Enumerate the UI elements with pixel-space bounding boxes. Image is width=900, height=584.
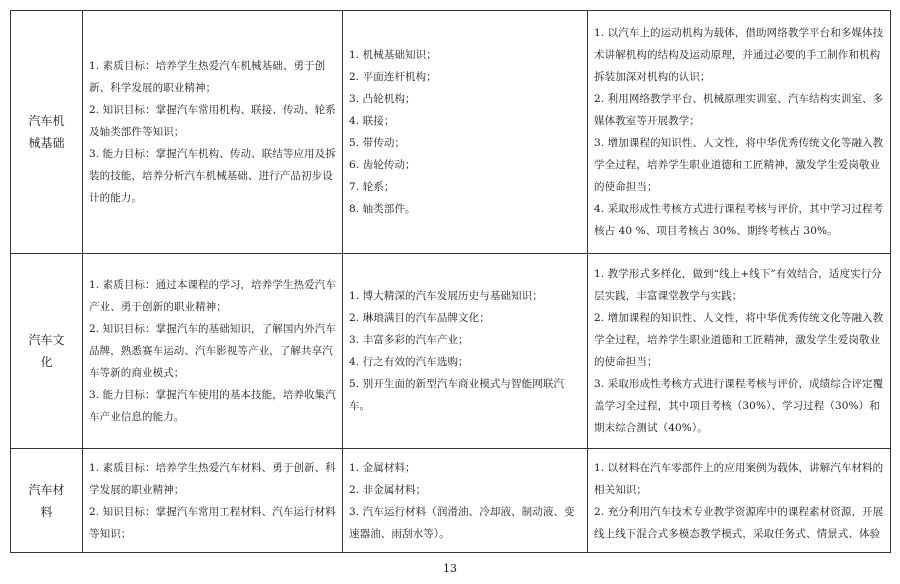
objectives-cell — [83, 449, 343, 553]
objective-item: 3. 能力目标：掌握汽车使用的基本技能，培养收集汽车产业信息的能力。 — [89, 389, 336, 423]
requirements-cell — [588, 11, 891, 254]
table-row — [11, 254, 891, 449]
page-number: 13 — [443, 562, 457, 575]
content-item: 1. 金属材料； — [349, 461, 416, 474]
content-item: 5. 带传动； — [349, 137, 406, 149]
requirement-item: 4. 采取形成性考核方式进行课程考核与评价，其中学习过程考核占 40 %、项目考核占 30%、期终考核占 30%。 — [594, 203, 884, 237]
requirements-cell — [588, 254, 891, 449]
content-item: 4. 联接； — [349, 115, 395, 127]
course-name: 汽车机械基础 — [28, 114, 65, 150]
course-name: 汽车材料 — [28, 482, 65, 519]
course-name: 汽车文化 — [28, 333, 65, 369]
objective-item: 2. 知识目标：掌握汽车的基础知识，了解国内外汽车品牌，熟悉赛车运动、汽车影视等产业，了解共享汽车等新的商业模式； — [89, 323, 336, 379]
content-item: 3. 丰富多彩的汽车产业； — [349, 334, 469, 346]
objective-item: 1. 素质目标：通过本课程的学习，培养学生热爱汽车产业、勇于创新的职业精神； — [89, 279, 336, 313]
content-item: 2. 平面连杆机构； — [349, 71, 437, 83]
content-item: 6. 齿轮传动； — [349, 159, 416, 171]
requirement-item: 3. 增加课程的知识性、人文性，将中华优秀传统文化等融入教学全过程，培养学生职业道德和工匠精神，激发学生爱岗敬业的使命担当； — [594, 137, 884, 193]
content-item: 1. 机械基础知识； — [349, 49, 437, 61]
course-name-cell — [11, 11, 83, 254]
course-name-cell — [11, 254, 83, 449]
contents-cell — [343, 449, 588, 553]
requirement-item: 3. 采取形成性考核方式进行课程考核与评价，成绩综合评定覆盖学习全过程，其中项目考核（30%）、学习过程（30%）和期末综合测试（40%）。 — [594, 378, 884, 434]
table-row — [11, 11, 891, 254]
requirement-item: 1. 以材料在汽车零部件上的应用案例为载体，讲解汽车材料的相关知识； — [594, 461, 884, 496]
content-item: 8. 轴类部件。 — [349, 203, 416, 215]
contents-cell — [343, 11, 588, 254]
content-item: 1. 博大精深的汽车发展历史与基础知识； — [349, 290, 543, 302]
table-row — [11, 449, 891, 553]
requirement-item: 1. 以汽车上的运动机构为载体，借助网络教学平台和多媒体技术讲解机构的结构及运动原理，并通过必要的手工制作和机构拆装加深对机构的认识； — [594, 27, 884, 83]
content-item: 3. 汽车运行材料（润滑油、冷却液、制动液、变速器油、雨刮水等）。 — [349, 505, 575, 540]
content-item: 4. 行之有效的汽车选购； — [349, 356, 469, 368]
content-item: 7. 轮系； — [349, 181, 395, 193]
objective-item: 1. 素质目标：培养学生热爱汽车材料、勇于创新、科学发展的职业精神； — [89, 461, 336, 496]
contents-cell — [343, 254, 588, 449]
requirement-item: 2. 增加课程的知识性、人文性，将中华优秀传统文化等融入教学全过程，培养学生职业道德和工匠精神，激发学生爱岗敬业的使命担当； — [594, 312, 884, 368]
objectives-cell — [83, 11, 343, 254]
course-name-cell — [11, 449, 83, 553]
content-item: 5. 别开生面的新型汽车商业模式与智能网联汽车。 — [349, 378, 565, 412]
requirements-cell — [588, 449, 891, 553]
objectives-cell — [83, 254, 343, 449]
content-item: 3. 凸轮机构； — [349, 93, 416, 105]
requirement-item: 2. 充分利用汽车技术专业教学资源库中的课程素材资源，开展线上线下混合式多模态教学模式，采取任务式、情景式、体验 — [594, 505, 884, 540]
content-item: 2. 琳琅满目的汽车品牌文化； — [349, 312, 490, 324]
curriculum-table — [10, 10, 891, 553]
objective-item: 1. 素质目标：培养学生热爱汽车机械基础、勇于创新、科学发展的职业精神； — [89, 60, 326, 94]
content-item: 2. 非金属材料； — [349, 483, 427, 496]
requirement-item: 2. 利用网络教学平台、机械原理实训室、汽车结构实训室、多媒体教室等开展教学； — [594, 93, 884, 127]
objective-item: 3. 能力目标：掌握汽车机构、传动、联结等应用及拆装的技能，培养分析汽车机械基础、进行产品初步设计的能力。 — [89, 148, 336, 204]
requirement-item: 1. 教学形式多样化，做到“线上+线下”有效结合，适度实行分层实践，丰富课堂教学与实践； — [594, 268, 882, 302]
objective-item: 2. 知识目标：掌握汽车常用工程材料、汽车运行材料等知识； — [89, 505, 336, 540]
objective-item: 2. 知识目标：掌握汽车常用机构、联接、传动、轮系及轴类部件等知识； — [89, 104, 336, 138]
